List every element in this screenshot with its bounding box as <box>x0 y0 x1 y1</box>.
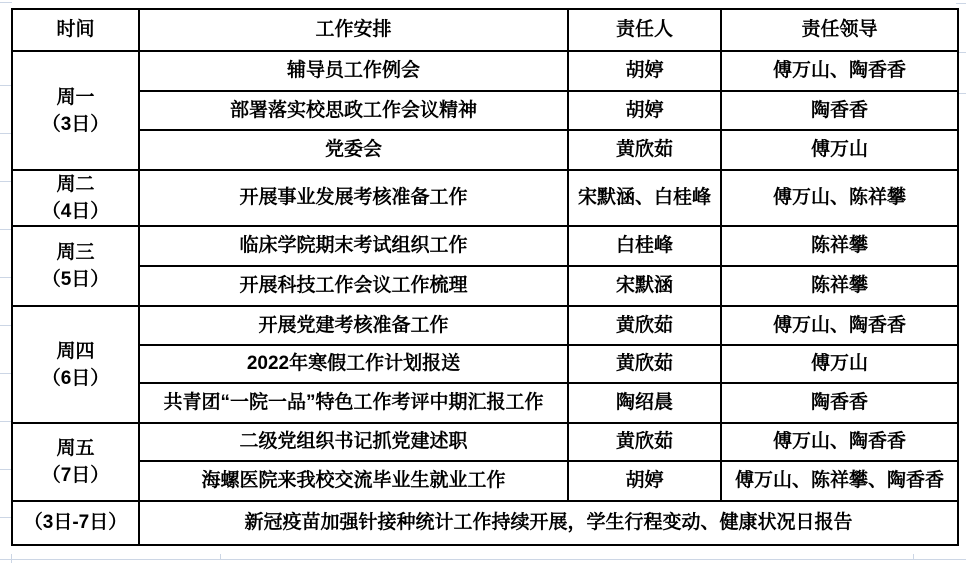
gridline-stub <box>0 325 11 326</box>
header-task: 工作安排 <box>139 9 568 51</box>
owner-cell: 陶绍晨 <box>568 383 721 423</box>
gridline-stub <box>220 554 221 560</box>
leader-cell: 陈祥攀 <box>721 266 958 306</box>
task-cell: 辅导员工作例会 <box>139 51 568 91</box>
date-label: （7日） <box>41 465 110 486</box>
table-row <box>12 383 958 423</box>
leader-cell: 陶香香 <box>721 383 958 423</box>
leader-cell: 陶香香 <box>721 91 958 130</box>
gridline-stub <box>0 373 11 374</box>
table-row <box>12 170 958 226</box>
leader-cell: 陈祥攀 <box>721 226 958 266</box>
owner-cell: 宋默涵、白桂峰 <box>568 170 721 226</box>
owner-cell: 白桂峰 <box>568 226 721 266</box>
header-owner: 责任人 <box>568 9 721 51</box>
gridline-stub <box>0 517 11 518</box>
task-cell: 共青团“一院一品”特色工作考评中期汇报工作 <box>139 383 568 423</box>
leader-cell: 傅万山、陶香香 <box>721 423 958 461</box>
time-cell-wednesday <box>12 226 139 306</box>
leader-cell: 傅万山、陶香香 <box>721 51 958 91</box>
task-cell: 2022年寒假工作计划报送 <box>139 345 568 383</box>
task-cell: 开展党建考核准备工作 <box>139 306 568 345</box>
gridline-stub <box>0 559 966 560</box>
weekly-schedule-table <box>11 8 959 546</box>
task-cell: 海螺医院来我校交流毕业生就业工作 <box>139 461 568 501</box>
gridline-stub <box>11 554 12 563</box>
day-label: 周四 <box>56 340 95 362</box>
leader-cell: 傅万山、陈祥攀 <box>721 170 958 226</box>
owner-cell: 黄欣茹 <box>568 130 721 170</box>
owner-cell: 胡婷 <box>568 91 721 130</box>
gridline-stub <box>0 133 11 134</box>
header-time: 时间 <box>12 9 139 51</box>
owner-cell: 宋默涵 <box>568 266 721 306</box>
table-row <box>12 345 958 383</box>
gridline-stub <box>0 469 11 470</box>
leader-cell: 傅万山 <box>721 130 958 170</box>
gridline-stub <box>913 554 914 560</box>
table-row <box>12 51 958 91</box>
gridline-stub <box>956 3 966 4</box>
day-label: 周五 <box>56 438 95 459</box>
owner-cell: 胡婷 <box>568 51 721 91</box>
task-cell: 党委会 <box>139 130 568 170</box>
leader-cell: 傅万山、陈祥攀、陶香香 <box>721 461 958 501</box>
time-cell-week-range: （3日-7日） <box>12 501 139 545</box>
gridline-stub <box>0 229 11 230</box>
header-leader: 责任领导 <box>721 9 958 51</box>
footer-row <box>12 501 958 545</box>
gridline-stub <box>0 277 11 278</box>
task-cell: 部署落实校思政工作会议精神 <box>139 91 568 130</box>
day-label: 周二 <box>56 174 95 195</box>
table-row <box>12 226 958 266</box>
owner-cell: 黄欣茹 <box>568 423 721 461</box>
task-cell: 开展科技工作会议工作梳理 <box>139 266 568 306</box>
owner-cell: 黄欣茹 <box>568 306 721 345</box>
task-cell: 临床学院期末考试组织工作 <box>139 226 568 266</box>
leader-cell: 傅万山、陶香香 <box>721 306 958 345</box>
task-cell: 二级党组织书记抓党建述职 <box>139 423 568 461</box>
time-cell-monday <box>12 51 139 170</box>
date-label: （4日） <box>41 201 110 222</box>
table-row <box>12 461 958 501</box>
table-row <box>12 306 958 345</box>
task-cell: 开展事业发展考核准备工作 <box>139 170 568 226</box>
date-label: （5日） <box>41 269 110 290</box>
gridline-stub <box>0 421 11 422</box>
date-label: （3日） <box>41 113 110 135</box>
time-cell-tuesday <box>12 170 139 226</box>
date-label: （6日） <box>41 367 110 389</box>
time-cell-thursday <box>12 306 139 423</box>
table-row <box>12 130 958 170</box>
day-label: 周三 <box>56 242 95 263</box>
table-row <box>12 266 958 306</box>
header-row <box>12 9 958 51</box>
owner-cell: 黄欣茹 <box>568 345 721 383</box>
time-cell-friday <box>12 423 139 501</box>
day-label: 周一 <box>56 86 95 108</box>
gridline-stub <box>0 181 11 182</box>
owner-cell: 胡婷 <box>568 461 721 501</box>
week-note-cell: 新冠疫苗加强针接种统计工作持续开展，学生行程变动、健康状况日报告 <box>139 501 958 545</box>
gridline-stub <box>0 2 12 3</box>
gridline-stub <box>0 85 11 86</box>
table-row <box>12 91 958 130</box>
leader-cell: 傅万山 <box>721 345 958 383</box>
table-row <box>12 423 958 461</box>
